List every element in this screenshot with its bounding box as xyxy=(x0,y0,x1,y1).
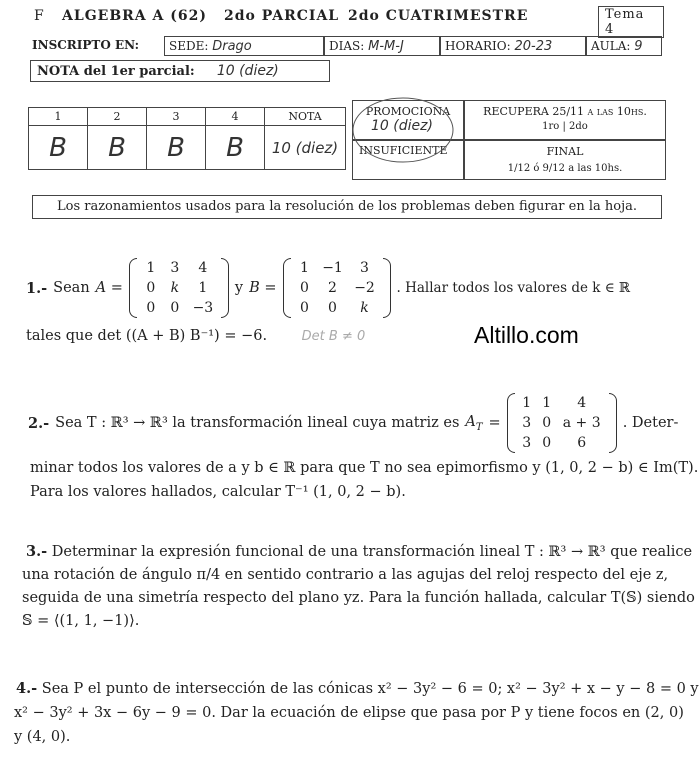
matrix-cell: 1 xyxy=(300,260,309,276)
p2-text-end: . Deter- xyxy=(622,415,679,431)
p4-line1 xyxy=(16,677,699,701)
p2-line2: minar todos los valores de a y b ∈ ℝ para que T no sea epimorfismo y (1, 0, 2 − b) ∈ Im(T). xyxy=(30,460,699,476)
p4-line1-text: Sea P el punto de intersección de las cónicas x² − 3y² − 6 = 0; x² − 3y² + x − y − 8 = 0 y xyxy=(41,681,699,697)
handwritten-circle xyxy=(348,94,458,174)
grade-header: 1 xyxy=(29,108,88,126)
p2-line3: Para los valores hallados, calcular T⁻¹ (1, 0, 2 − b). xyxy=(30,484,406,500)
problem-number: 3.- xyxy=(26,543,48,560)
cuatrimestre-label: 2do CUATRIMESTRE xyxy=(348,8,529,24)
matrix-cell: 0 xyxy=(300,280,309,296)
matrix-cell: −3 xyxy=(192,300,214,316)
grade-value: B xyxy=(206,126,265,170)
p3-line4: 𝕊 = ⟨(1, 1, −1)⟩. xyxy=(22,613,140,629)
final-cell xyxy=(464,140,666,180)
dias-label: DIAS: xyxy=(329,39,365,53)
matrix-cell: 4 xyxy=(198,260,208,276)
matrix-cell: 3 xyxy=(522,435,532,451)
grade-header: 4 xyxy=(206,108,265,126)
parcial-label: 2do PARCIAL xyxy=(224,8,340,24)
p2-text-start: Sea T : ℝ³ → ℝ³ la transformación lineal cuya matriz es xyxy=(55,415,460,431)
p3-line3: seguida de una simetría respecto del plano yz. Para la función hallada, calcular T(𝕊) siendo xyxy=(22,590,695,606)
matrix-cell: 1 xyxy=(522,395,532,411)
matrix-cell: 0 xyxy=(300,300,309,316)
horario-value: 20-23 xyxy=(514,39,553,54)
problem-number: 1.- xyxy=(26,279,48,297)
grade-header: 2 xyxy=(88,108,147,126)
sede-value: Drago xyxy=(212,39,252,54)
matrix-cell: 3 xyxy=(360,260,369,276)
p1-text-end: . Hallar todos los valores de k ∈ ℝ xyxy=(396,280,631,296)
status-table xyxy=(352,100,666,180)
matrix-cell: 3 xyxy=(522,415,532,431)
p2-at-sub: T xyxy=(475,421,483,433)
nota-primer-value: 10 (diez) xyxy=(216,63,279,79)
matrix-cell: −1 xyxy=(322,260,343,276)
grade-header: NOTA xyxy=(265,108,346,126)
grade-nota-value: 10 (diez) xyxy=(265,126,346,170)
watermark: Altillo.com xyxy=(474,322,579,348)
aula-value: 9 xyxy=(634,39,643,54)
matrix-cell: k xyxy=(170,280,180,296)
p2-at-letter: A xyxy=(465,413,476,430)
recupera-sub: 1ro | 2do xyxy=(542,121,588,132)
matrix-cell: 1 xyxy=(146,260,156,276)
p1-a-label: A = xyxy=(95,280,123,296)
problem-3 xyxy=(22,540,695,633)
matrix-cell: 6 xyxy=(577,435,587,451)
problem-1-line1 xyxy=(26,250,630,326)
problem-number: 2.- xyxy=(28,414,50,432)
final-label: FINAL xyxy=(546,145,584,158)
final-sub: 1/12 ó 9/12 a las 10hs. xyxy=(507,163,623,174)
problem-4 xyxy=(16,677,699,749)
exam-header xyxy=(34,7,664,37)
aula-label: AULA: xyxy=(591,39,631,53)
matrix-cell: a + 3 xyxy=(562,415,601,431)
promociona-value: 10 (diez) xyxy=(371,118,433,134)
nota-primer-label: NOTA del 1er parcial: xyxy=(37,64,195,79)
p1-sean: Sean xyxy=(53,280,90,296)
inscripto-row xyxy=(30,36,662,56)
aula-box xyxy=(586,36,662,56)
dias-box xyxy=(324,36,440,56)
matrix-cell: 0 xyxy=(542,435,552,451)
horario-label: HORARIO: xyxy=(445,39,511,53)
p4-line2: x² − 3y² + 3x − 6y − 9 = 0. Dar la ecuación de elipse que pasa por P y tiene focos en (2, 0) xyxy=(14,705,684,721)
notice-box: Los razonamientos usados para la resolución de los problemas deben figurar en la hoja. xyxy=(32,195,662,219)
header-prefix: F xyxy=(34,8,45,24)
matrix-cell: 1 xyxy=(542,395,552,411)
recupera-label: RECUPERA 25/11 a las 10hs. xyxy=(483,105,647,118)
p4-line3: y (4, 0). xyxy=(14,729,71,745)
p3-line2: una rotación de ángulo π/4 en sentido contrario a las agujas del reloj respecto del eje z, xyxy=(22,567,669,583)
matrix-a xyxy=(129,258,229,318)
inscripto-label: INSCRIPTO EN: xyxy=(32,38,140,52)
p1-b-label: B = xyxy=(249,280,277,296)
p1-line2: tales que det ((A + B) B⁻¹) = −6. xyxy=(26,328,268,344)
p1-y: y xyxy=(234,280,244,296)
nota-primer-box xyxy=(30,60,330,82)
matrix-cell: 2 xyxy=(328,280,337,296)
promociona-label: PROMOCIONA xyxy=(365,105,451,118)
p3-line1-text: Determinar la expresión funcional de una transformación lineal T : ℝ³ → ℝ³ que realice xyxy=(51,544,693,560)
matrix-cell: 1 xyxy=(198,280,208,296)
problem-1 xyxy=(26,250,696,330)
matrix-cell: 3 xyxy=(170,260,180,276)
grades-header-row xyxy=(29,108,346,126)
matrix-cell: 4 xyxy=(577,395,587,411)
recupera-cell xyxy=(464,100,666,140)
problem-number: 4.- xyxy=(16,680,38,697)
problem-1-line2 xyxy=(26,328,365,344)
matrix-cell: 0 xyxy=(170,300,180,316)
grade-value: B xyxy=(29,126,88,170)
matrix-cell: 0 xyxy=(328,300,337,316)
matrix-cell: 0 xyxy=(146,280,156,296)
grade-value: B xyxy=(147,126,206,170)
matrix-at xyxy=(507,393,617,453)
tema-badge: Tema 4 xyxy=(598,6,664,38)
course-title: ALGEBRA A (62) xyxy=(62,8,208,24)
sede-label: SEDE: xyxy=(169,39,209,53)
grades-table xyxy=(28,107,346,170)
grade-header: 3 xyxy=(147,108,206,126)
grade-value: B xyxy=(88,126,147,170)
p2-at-label xyxy=(465,414,482,433)
matrix-cell: −2 xyxy=(354,280,375,296)
matrix-cell: 0 xyxy=(542,415,552,431)
p1-handwritten-note: Det B ≠ 0 xyxy=(301,329,366,344)
problem-2 xyxy=(28,386,678,460)
horario-box xyxy=(440,36,586,56)
dias-value: M-M-J xyxy=(368,39,404,54)
insuficiente-label: INSUFICIENTE xyxy=(359,144,448,157)
sede-box xyxy=(164,36,324,56)
matrix-b xyxy=(283,258,391,318)
p2-eq: = xyxy=(488,415,501,431)
grades-value-row xyxy=(29,126,346,170)
matrix-cell: 0 xyxy=(146,300,156,316)
matrix-cell: k xyxy=(360,300,369,316)
p3-line1 xyxy=(26,540,695,564)
